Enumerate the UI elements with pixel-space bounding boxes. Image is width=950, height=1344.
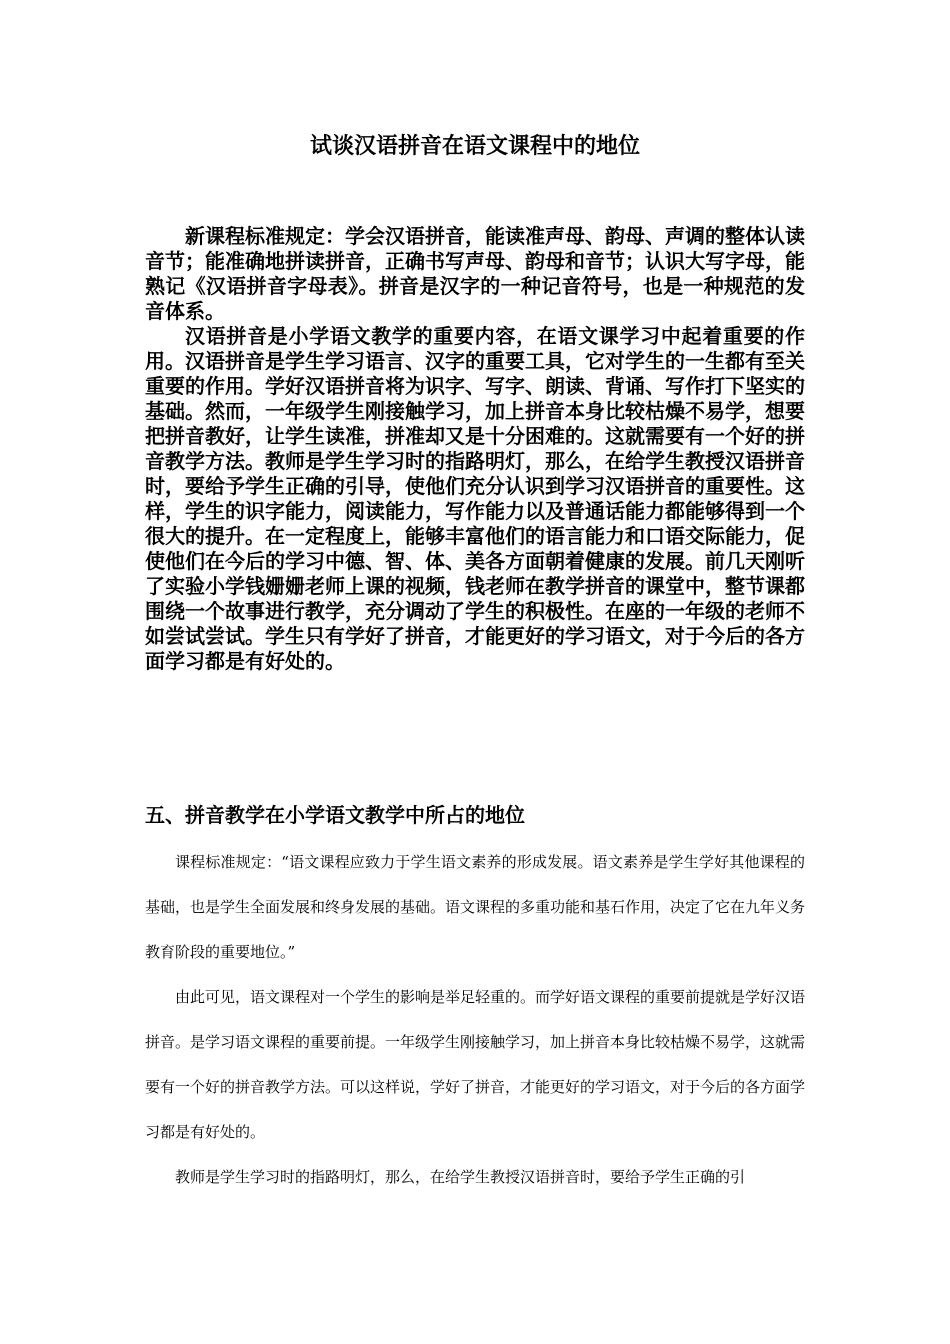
section-paragraph-1: 课程标准规定：“语文课程应致力于学生语文素养的形成发展。语文素养是学生学好其他课程的基础，也是学生全面发展和终身发展的基础。语文课程的多重功能和基石作用，决定了它在九年义务教育阶段的重要地位。” — [145, 853, 806, 961]
section-heading: 五、拼音教学在小学语文教学中所占的地位 — [145, 803, 525, 827]
section-paragraph-2: 由此可见，语文课程对一个学生的影响是举足轻重的。而学好语文课程的重要前提就是学好汉语拼音。是学习语文课程的重要前提。一年级学生刚接触学习，加上拼音本身比较枯燥不易学，这就需要有一个好的拼音教学方法。可以这样说，学好了拼音，才能更好的学习语文，对于今后的各方面学习都是有好处的。 — [145, 988, 806, 1141]
intro-paragraph-2: 汉语拼音是小学语文教学的重要内容，在语文课学习中起着重要的作用。汉语拼音是学生学习语言、汉字的重要工具，它对学生的一生都有至关重要的作用。学好汉语拼音将为识字、写字、朗读、背诵、写作打下坚实的基础。然而，一年级学生刚接触学习，加上拼音本身比较枯燥不易学，想要把拼音教好，让学生读准，拼准却又是十分困难的。这就需要有一个好的拼音教学方法。教师是学生学习时的指路明灯，那么，在给学生教授汉语拼音时，要给予学生正确的引导，使他们充分认识到学习汉语拼音的重要性。这样，学生的识字能力，阅读能力，写作能力以及普通话能力都能够得到一个很大的提升。在一定程度上，能够丰富他们的语言能力和口语交际能力，促使他们在今后的学习中德、智、体、美各方面朝着健康的发展。前几天刚听了实验小学钱姗姗老师上课的视频，钱老师在教学拼音的课堂中，整节课都围绕一个故事进行教学，充分调动了学生的积极性。在座的一年级的老师不如尝试尝试。学生只有学好了拼音，才能更好的学习语文，对于今后的各方面学习都是有好处的。 — [145, 324, 805, 673]
intro-paragraph-1: 新课程标准规定：学会汉语拼音，能读准声母、韵母、声调的整体认读音节；能准确地拼读拼音，正确书写声母、韵母和音节；认识大写字母，能熟记《汉语拼音字母表》。拼音是汉字的一种记音符号，也是一种规范的发音体系。 — [145, 224, 805, 323]
section-paragraph-3: 教师是学生学习时的指路明灯，那么，在给学生教授汉语拼音时，要给予学生正确的引 — [175, 1168, 746, 1186]
document-title: 试谈汉语拼音在语文课程中的地位 — [309, 134, 640, 159]
